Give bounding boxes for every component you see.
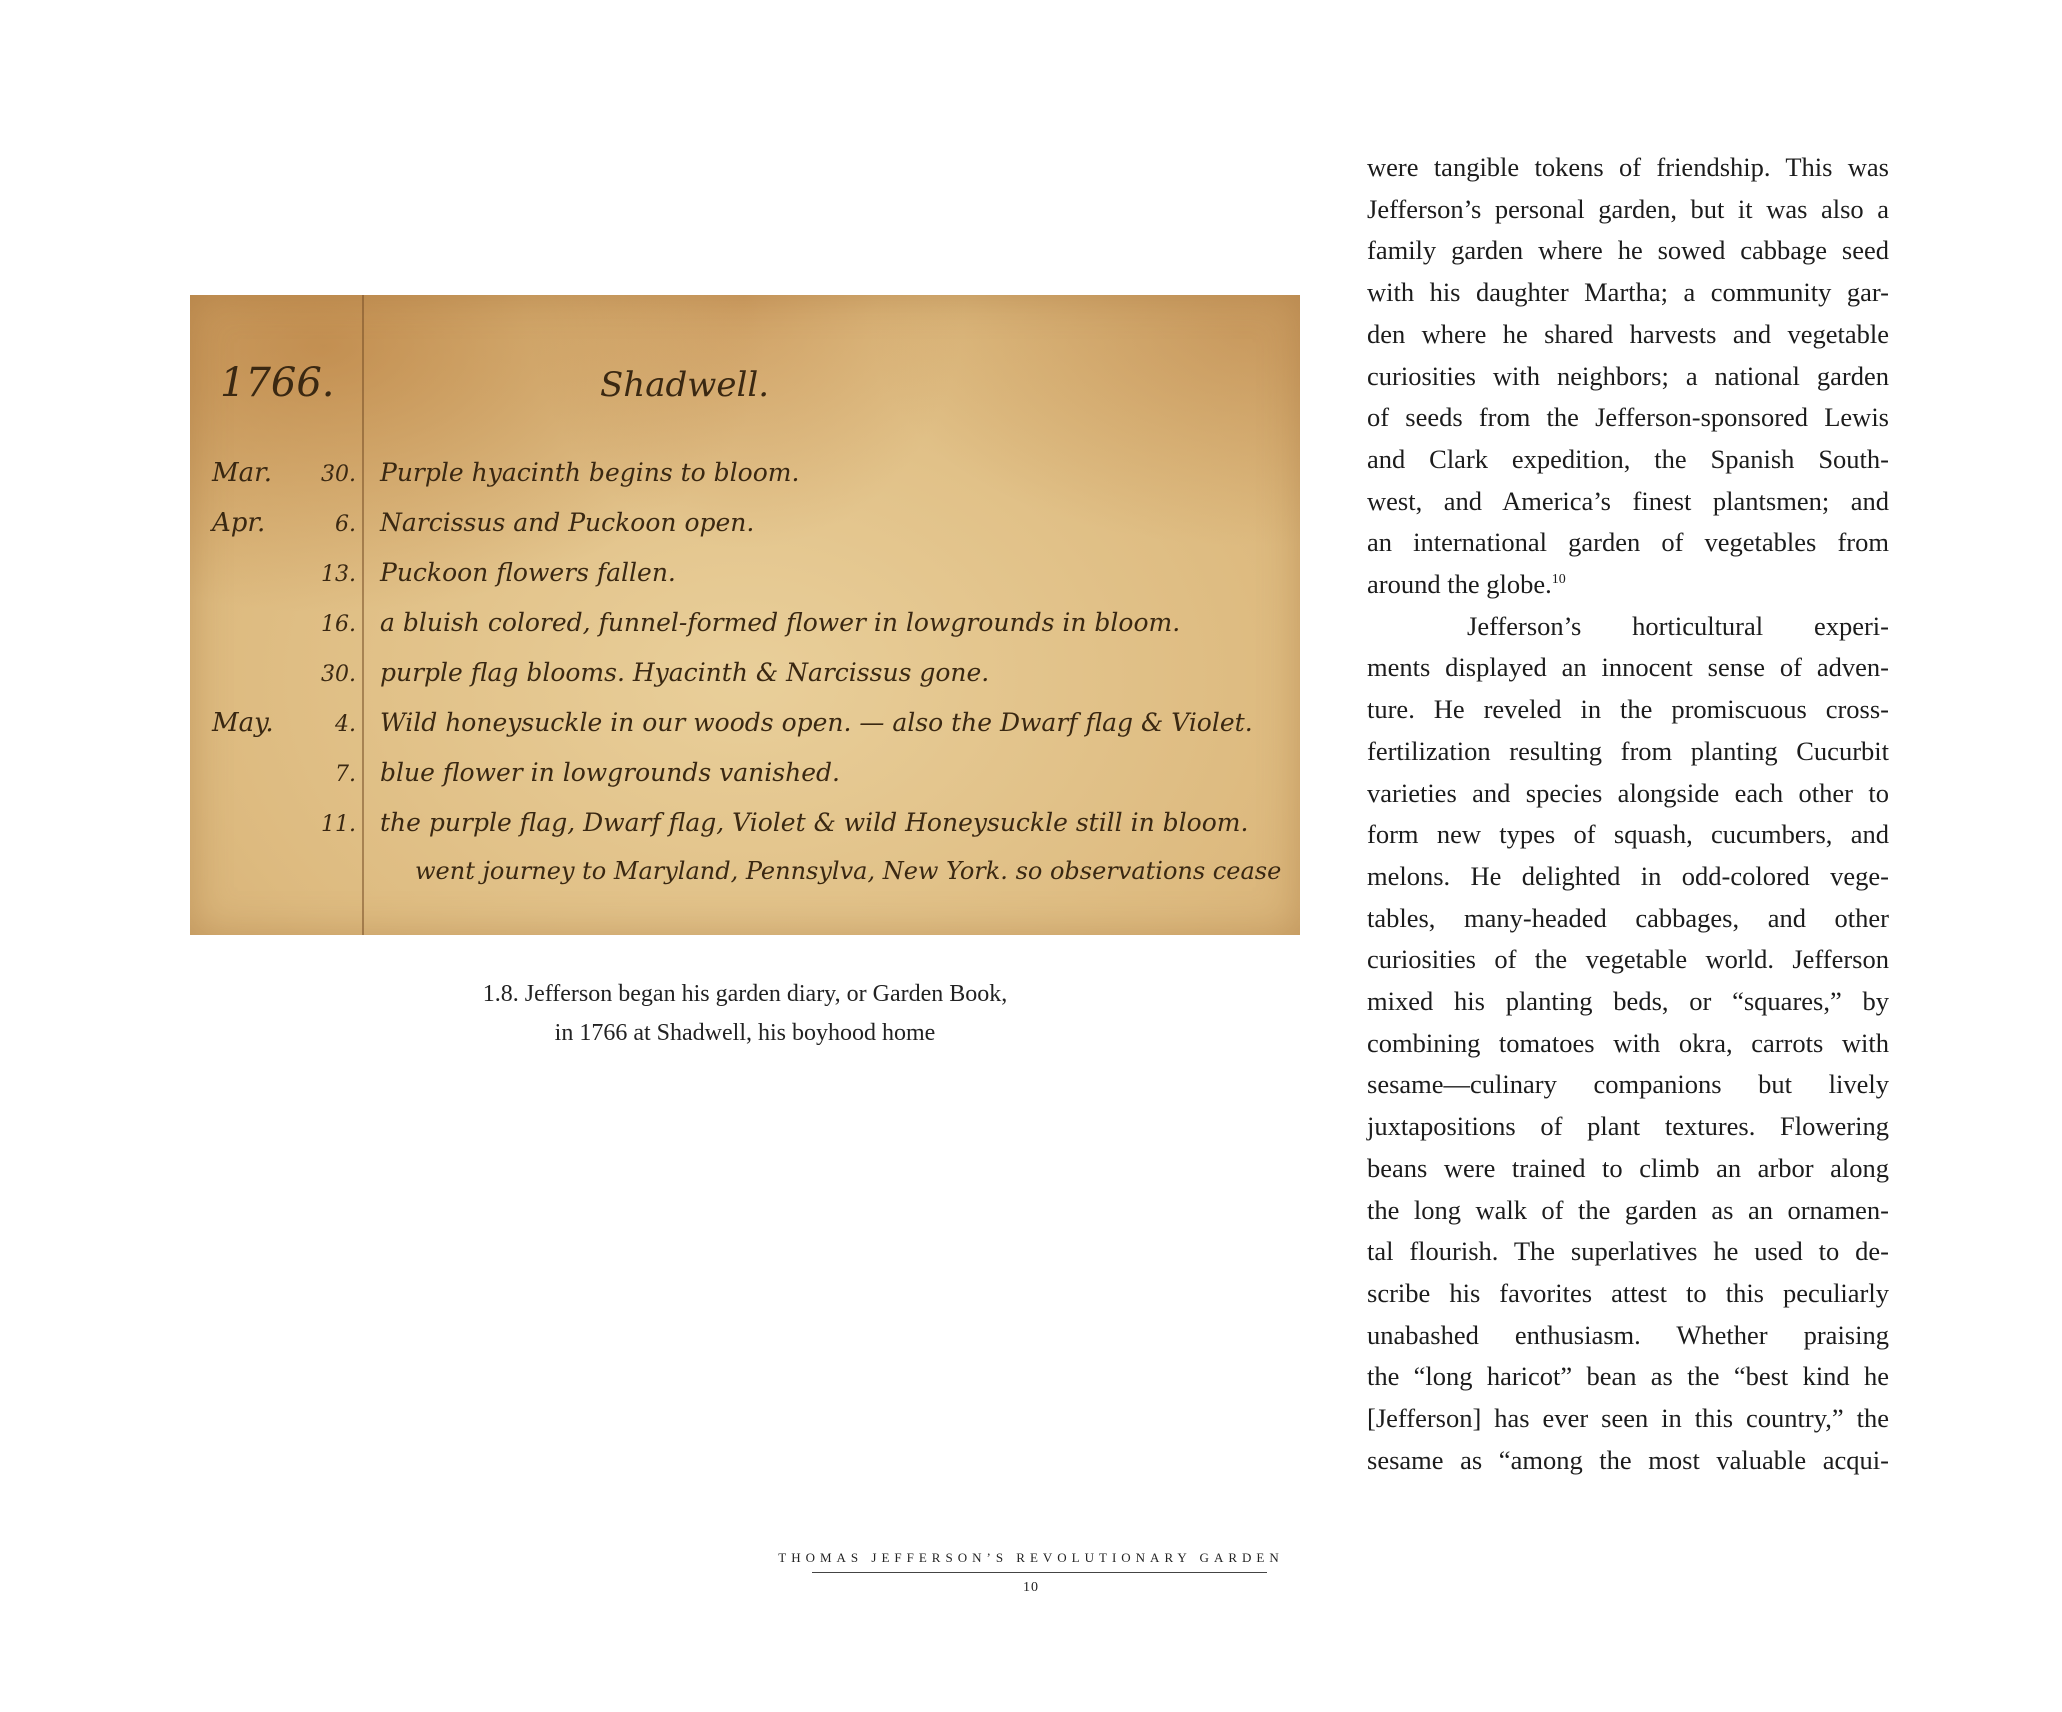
manuscript-entry-text: Puckoon flowers fallen. [380, 558, 676, 587]
manuscript-entry-text: blue flower in lowgrounds vanished. [380, 758, 840, 787]
manuscript-entry-text: a bluish colored, funnel-formed flower in lowgrounds in bloom. [380, 608, 1181, 637]
footnote-reference: 10 [1551, 572, 1566, 588]
body-line: Jefferson’s personal garden, but it was also a [1367, 193, 1889, 224]
body-line-paragraph-start: Jefferson’s horticultural experi- [1467, 610, 1889, 641]
body-line: scribe his favorites attest to this peculiarly [1367, 1277, 1889, 1308]
manuscript-figure [190, 295, 1300, 935]
body-line: combining tomatoes with okra, carrots with [1367, 1027, 1889, 1058]
running-title: THOMAS JEFFERSON’S REVOLUTIONARY GARDEN [778, 1550, 1284, 1565]
body-line: den where he shared harvests and vegetable [1367, 318, 1889, 349]
manuscript-entry-month: Apr. [212, 508, 266, 538]
body-line: form new types of squash, cucumbers, and [1367, 819, 1889, 850]
body-line: sesame—culinary companions but lively [1367, 1069, 1889, 1100]
manuscript-entry-month: Mar. [212, 458, 272, 488]
body-line: and Clark expedition, the Spanish South- [1367, 443, 1889, 474]
body-line: unabashed enthusiasm. Whether praising [1367, 1319, 1889, 1350]
body-line: [Jefferson] has ever seen in this country,” the [1367, 1403, 1889, 1434]
body-line-text: around the globe. [1367, 569, 1552, 600]
body-line: family garden where he sowed cabbage seed [1367, 235, 1889, 266]
body-line: curiosities of the vegetable world. Jefferson [1367, 944, 1889, 975]
manuscript-entry-day: 11. [321, 812, 356, 837]
manuscript-continuation: went journey to Maryland, Pennsylva, New York. so observations cease [415, 857, 1282, 885]
body-line: ture. He reveled in the promiscuous cross- [1367, 694, 1889, 725]
body-line: mixed his planting beds, or “squares,” by [1367, 986, 1889, 1017]
caption-line: in 1766 at Shadwell, his boyhood home [554, 1020, 936, 1046]
manuscript-entry-text: the purple flag, Dwarf flag, Violet & wild Honeysuckle still in bloom. [380, 808, 1249, 837]
body-line: tal flourish. The superlatives he used to de- [1367, 1236, 1889, 1267]
manuscript-place: Shadwell. [600, 365, 770, 405]
manuscript-entry-day: 30. [321, 462, 356, 487]
manuscript-entry-text: Purple hyacinth begins to bloom. [380, 458, 800, 487]
manuscript-entry-day: 6. [335, 512, 356, 537]
manuscript-entry-day: 13. [321, 562, 356, 587]
caption-line: 1.8. Jefferson began his garden diary, or Garden Book, [482, 981, 1008, 1007]
body-line: the long walk of the garden as an ornamen- [1367, 1194, 1889, 1225]
manuscript-entry-month: May. [212, 708, 274, 738]
body-line: an international garden of vegetables from [1367, 527, 1889, 558]
body-line: were tangible tokens of friendship. This was [1367, 152, 1889, 182]
body-line: beans were trained to climb an arbor along [1367, 1152, 1889, 1183]
body-line: with his daughter Martha; a community gar- [1367, 277, 1889, 308]
figure-caption [190, 975, 1300, 1053]
body-line: ments displayed an innocent sense of adven- [1367, 652, 1889, 683]
manuscript-entry-day: 4. [335, 712, 356, 737]
body-line: melons. He delighted in odd-colored vege- [1367, 860, 1889, 891]
manuscript-entry-day: 30. [321, 662, 356, 687]
manuscript-entry-day: 7. [335, 762, 356, 787]
body-line: fertilization resulting from planting Cucurbit [1367, 735, 1889, 766]
manuscript-entry-text: Wild honeysuckle in our woods open. — also the Dwarf flag & Violet. [380, 708, 1253, 737]
page-number: 10 [1023, 1580, 1039, 1595]
body-line: of seeds from the Jefferson-sponsored Lewis [1367, 402, 1889, 433]
manuscript-year: 1766. [220, 360, 335, 406]
manuscript-entry-text: purple flag blooms. Hyacinth & Narcissus gone. [380, 658, 990, 687]
footer-rule [812, 1572, 1267, 1573]
body-line: sesame as “among the most valuable acqui- [1367, 1444, 1889, 1475]
manuscript-entry-day: 16. [321, 612, 356, 637]
body-line: west, and America’s finest plantsmen; and [1367, 485, 1889, 516]
body-line: tables, many-headed cabbages, and other [1367, 902, 1889, 933]
body-line: juxtapositions of plant textures. Flowering [1367, 1111, 1889, 1142]
body-line: curiosities with neighbors; a national garden [1367, 360, 1889, 391]
body-line [1367, 564, 1889, 606]
manuscript-margin-rule [362, 295, 364, 935]
body-text-column [1367, 147, 1889, 1482]
body-line: varieties and species alongside each other to [1367, 777, 1889, 808]
body-line: the “long haricot” bean as the “best kind he [1367, 1361, 1889, 1392]
manuscript-entry-text: Narcissus and Puckoon open. [380, 508, 755, 537]
